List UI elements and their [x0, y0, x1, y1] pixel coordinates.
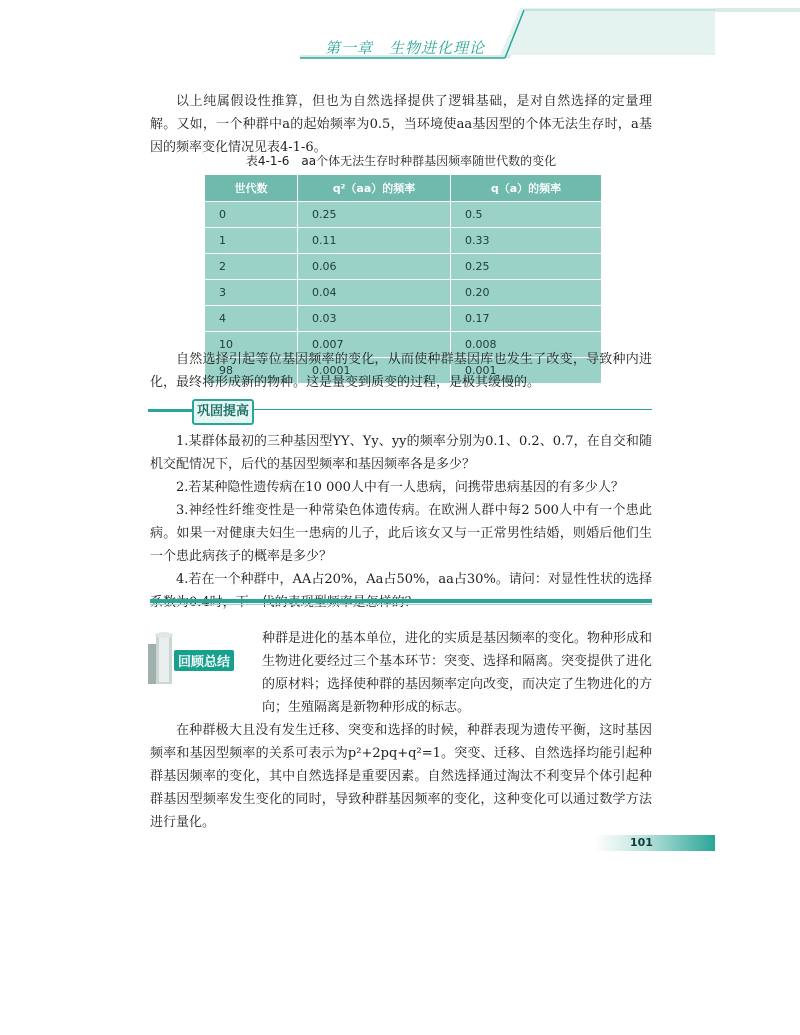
intro-paragraph: 以上纯属假设性推算，但也为自然选择提供了逻辑基础，是对自然选择的定量理解。又如，一个种群中a的起始频率为0.5，当环境使aa基因型的个体无法生存时，a基因的频率变化情况见表4-1-6。	[150, 94, 652, 155]
table-cell: 0.20	[451, 280, 602, 306]
section-separator	[150, 599, 652, 603]
review-paragraph: 在种群极大且没有发生迁移、突变和选择的时候，种群表现为遗传平衡，这时基因频率和基因型频率的关系可表示为p²+2pq+q²=1。突变、迁移、自然选择均能引起种群基因频率的变化，其中自然选择是重要因素。自然选择通过淘汰不利变异个体引起种群基因型频率发生变化的同时，导致种群基因频率的变化，这种变化可以通过数学方法进行量化。	[150, 723, 652, 830]
intro-paragraph-block	[150, 90, 652, 159]
table-cell: 0	[205, 202, 298, 228]
conclusion-paragraph-block	[150, 348, 652, 394]
table-row	[205, 254, 602, 280]
table-cell: 0.33	[451, 228, 602, 254]
table-cell: 10	[205, 332, 298, 358]
exercise-item: 4.若在一个种群中，AA占20%，Aa占50%，aa占30%。请问：对显性性状的选择	[176, 572, 652, 587]
table-cell: 0.11	[298, 228, 451, 254]
page-number-tab	[595, 835, 715, 851]
table-header-cell: q（a）的频率	[451, 175, 602, 202]
table-cell: 0.03	[298, 306, 451, 332]
table-caption: 表4-1-6 aa个体无法生存时种群基因频率随世代数的变化	[245, 154, 557, 168]
table-cell: 0.007	[298, 332, 451, 358]
section-divider	[148, 409, 192, 412]
table-cell: 0.001	[451, 358, 602, 384]
exercise-item: 1.某群体最初的三种基因型YY、Yy、yy的频率分别为0.1、0.2、0.7，在自交和随机交配情况下，后代的基因型频率和基因频率各是多少？	[150, 434, 652, 472]
table-cell: 4	[205, 306, 298, 332]
section-separator	[150, 604, 652, 605]
table-cell: 0.17	[451, 306, 602, 332]
exercise-item: 3.神经性纤维变性是一种常染色体遗传病。在欧洲人群中每2 500人中有一个患此病。如果一对健康夫妇生一患病的儿子，此后该女又与一正常男性结婚，则婚后他们生一个患此病孩子的概率是多少？	[150, 503, 652, 564]
table-cell: 0.0001	[298, 358, 451, 384]
table-row	[205, 202, 602, 228]
exercise-item: 2.若某种隐性遗传病在10 000人中有一人患病，问携带患病基因的有多少人？	[176, 480, 624, 495]
table-header-row	[205, 175, 602, 202]
table-header-cell: q²（aa）的频率	[298, 175, 451, 202]
exercise-list	[150, 430, 652, 614]
table-cell: 0.25	[451, 254, 602, 280]
table-cell: 1	[205, 228, 298, 254]
table-row	[205, 280, 602, 306]
table-row	[205, 228, 602, 254]
review-paragraph: 种群是进化的基本单位，进化的实质是基因频率的变化。物种形成和生物进化要经过三个基本环节：突变、选择和隔离。突变提供了进化的原材料；选择使种群的基因频率定向改变，而决定了生物进化的方向；生殖隔离是新物种形成的标志。	[262, 631, 653, 715]
exercise-section-badge: 巩固提高	[192, 399, 254, 425]
table-cell: 0.25	[298, 202, 451, 228]
section-divider	[252, 409, 652, 410]
page-number: 101	[630, 836, 653, 849]
table-cell: 0.5	[451, 202, 602, 228]
conclusion-paragraph: 自然选择引起等位基因频率的变化，从而使种群基因库也发生了改变，导致种内进化，最终将形成新的物种。这是量变到质变的过程，是极其缓慢的。	[150, 352, 652, 390]
table-header-cell: 世代数	[205, 175, 298, 202]
review-section-badge: 回顾总结	[174, 650, 234, 671]
table-cell: 0.06	[298, 254, 451, 280]
table-cell: 98	[205, 358, 298, 384]
review-block	[150, 627, 652, 834]
chapter-title: 第一章 生物进化理论	[325, 39, 486, 57]
table-row	[205, 306, 602, 332]
table-cell: 3	[205, 280, 298, 306]
table-cell: 0.04	[298, 280, 451, 306]
table-cell: 0.008	[451, 332, 602, 358]
table-cell: 2	[205, 254, 298, 280]
